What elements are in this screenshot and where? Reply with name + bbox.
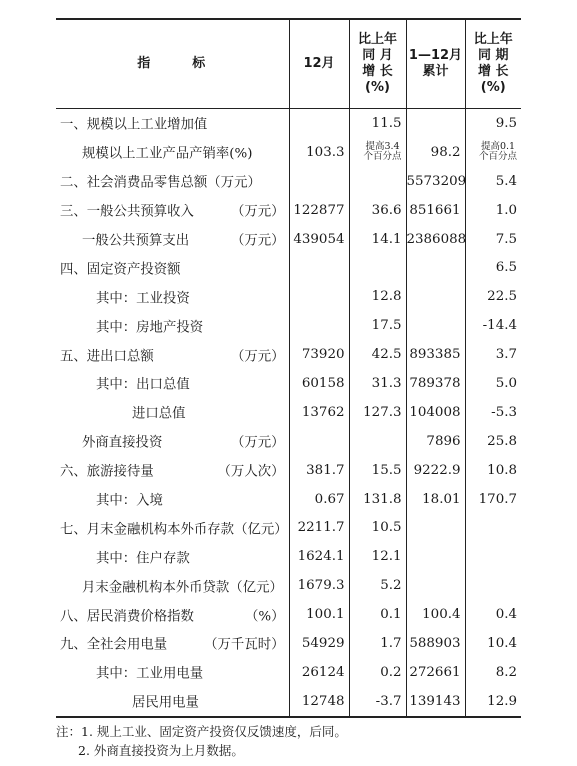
note-line: 个百分点: [478, 150, 517, 162]
table-row: [56, 398, 521, 427]
header-yoy-period: [465, 19, 521, 109]
cell-period-growth: 25.8: [465, 427, 521, 456]
cell-month-growth: 42.5: [349, 340, 406, 369]
row-label-cell: [56, 282, 289, 311]
cell-month-value: 381.7: [289, 456, 349, 485]
row-label-cell: [56, 253, 289, 282]
table-row: [56, 456, 521, 485]
row-label-cell: [56, 571, 289, 600]
row-label-cell: [56, 138, 289, 167]
cell-month-growth: [349, 427, 406, 456]
row-label-cell: [56, 196, 289, 225]
cell-month-value: 60158: [289, 369, 349, 398]
cell-cumulative-value: 5573209: [406, 167, 465, 196]
row-label: 其中：出口总值: [96, 377, 190, 393]
cell-month-value: 73920: [289, 340, 349, 369]
table-row: [56, 629, 521, 658]
row-label: 其中：入境: [96, 493, 163, 509]
row-unit: （万元）: [230, 349, 285, 365]
cell-period-growth: 10.4: [465, 629, 521, 658]
row-label: 月末金融机构本外币贷款（亿元）: [82, 580, 283, 596]
cell-cumulative-value: 98.2: [406, 138, 465, 167]
table-header-row: [56, 19, 521, 109]
cell-month-value: 54929: [289, 629, 349, 658]
row-label: 二、社会消费品零售总额（万元）: [60, 175, 261, 191]
statistics-table-container: [56, 18, 521, 718]
cell-month-growth: 15.5: [349, 456, 406, 485]
row-label-cell: [56, 311, 289, 340]
table-row: [56, 571, 521, 600]
cell-month-growth: 127.3: [349, 398, 406, 427]
cell-cumulative-value: 139143: [406, 687, 465, 717]
row-label-cell: [56, 658, 289, 687]
row-label: 其中：房地产投资: [96, 320, 204, 336]
row-label-cell: [56, 167, 289, 196]
cell-month-growth: 0.1: [349, 600, 406, 629]
table-row: [56, 282, 521, 311]
row-label: 其中：工业投资: [96, 291, 190, 307]
cell-month-growth: 10.5: [349, 513, 406, 542]
cell-month-value: 103.3: [289, 138, 349, 167]
table-row: [56, 196, 521, 225]
cell-cumulative-value: [406, 571, 465, 600]
statistics-table: [56, 18, 521, 718]
header-yoy-period-line: 比上年: [473, 32, 513, 47]
table-row: [56, 340, 521, 369]
cell-period-growth: 1.0: [465, 196, 521, 225]
cell-period-growth: 6.5: [465, 253, 521, 282]
cell-period-growth: 8.2: [465, 658, 521, 687]
cell-month-growth: 1.7: [349, 629, 406, 658]
note-line: 提高3.4: [365, 140, 400, 152]
row-label-cell: [56, 456, 289, 485]
row-label: 一般公共预算支出: [82, 233, 190, 249]
table-row: [56, 600, 521, 629]
cell-month-growth: 5.2: [349, 571, 406, 600]
table-row: [56, 542, 521, 571]
cell-period-growth: 3.7: [465, 340, 521, 369]
row-label: 进口总值: [132, 406, 186, 422]
cell-cumulative-value: 893385: [406, 340, 465, 369]
row-label: 一、规模以上工业增加值: [60, 117, 208, 133]
header-yoy-period-line: 增 长: [477, 64, 509, 79]
cell-month-value: 12748: [289, 687, 349, 717]
table-row: [56, 513, 521, 542]
header-yoy-month-line: 增 长: [362, 64, 393, 79]
row-label-cell: [56, 225, 289, 254]
cell-month-growth: [349, 138, 406, 167]
row-unit: （万人次）: [217, 464, 285, 480]
cell-month-value: [289, 109, 349, 138]
row-label: 外商直接投资: [82, 435, 163, 451]
table-row: [56, 427, 521, 456]
cell-cumulative-value: 789378: [406, 369, 465, 398]
row-label: 规模以上工业产品产销率(%): [82, 146, 253, 162]
cell-month-growth: -3.7: [349, 687, 406, 717]
row-unit: （万千瓦时）: [204, 637, 285, 653]
row-label-cell: [56, 513, 289, 542]
row-label: 八、居民消费价格指数: [60, 609, 194, 625]
footnote-2: 2. 外商直接投资为上月数据。: [78, 743, 244, 758]
cell-month-value: 2211.7: [289, 513, 349, 542]
table-row: [56, 485, 521, 514]
table-row: [56, 369, 521, 398]
row-label: 七、月末金融机构本外币存款（亿元）: [60, 522, 288, 538]
cell-period-growth: 5.0: [465, 369, 521, 398]
footnotes: [56, 722, 347, 760]
row-label-cell: [56, 600, 289, 629]
cell-period-growth: [465, 138, 521, 167]
table-row: [56, 225, 521, 254]
cell-cumulative-value: 272661: [406, 658, 465, 687]
table-row: [56, 109, 521, 138]
cell-cumulative-value: 588903: [406, 629, 465, 658]
cell-month-value: 439054: [289, 225, 349, 254]
table-body: [56, 109, 521, 717]
note-line: 提高0.1: [480, 140, 516, 152]
row-label-cell: [56, 485, 289, 514]
cell-period-growth: 0.4: [465, 600, 521, 629]
header-indicator: [56, 19, 289, 109]
cell-month-value: [289, 253, 349, 282]
row-label: 四、固定资产投资额: [60, 262, 181, 278]
cell-cumulative-value: 851661: [406, 196, 465, 225]
cell-cumulative-value: 7896: [406, 427, 465, 456]
cell-period-growth: [465, 542, 521, 571]
cell-month-growth: 11.5: [349, 109, 406, 138]
cell-period-growth: -14.4: [465, 311, 521, 340]
row-label: 三、一般公共预算收入: [60, 204, 194, 220]
header-indicator-char1: 指: [137, 56, 153, 71]
cell-month-value: 0.67: [289, 485, 349, 514]
header-yoy-month: [349, 19, 406, 109]
cell-month-value: 100.1: [289, 600, 349, 629]
row-label: 居民用电量: [132, 695, 199, 711]
cell-cumulative-value: 2386088: [406, 225, 465, 254]
note-line: 个百分点: [363, 150, 402, 162]
cell-month-value: [289, 427, 349, 456]
cell-month-value: [289, 311, 349, 340]
cell-month-value: 1679.3: [289, 571, 349, 600]
cell-cumulative-value: [406, 253, 465, 282]
row-label-cell: [56, 542, 289, 571]
cell-month-growth: 36.6: [349, 196, 406, 225]
row-label-cell: [56, 629, 289, 658]
row-label-cell: [56, 427, 289, 456]
header-yoy-period-line: 同 期: [477, 48, 509, 63]
row-label: 五、进出口总额: [60, 349, 154, 365]
cell-month-growth: [349, 167, 406, 196]
footnote-1: 注：1. 规上工业、固定资产投资仅反馈速度，后同。: [56, 724, 347, 739]
cell-month-growth: 12.8: [349, 282, 406, 311]
cell-cumulative-value: 104008: [406, 398, 465, 427]
table-row: [56, 311, 521, 340]
cell-month-value: [289, 167, 349, 196]
row-label-cell: [56, 687, 289, 717]
cell-period-growth: 170.7: [465, 485, 521, 514]
cell-cumulative-value: 100.4: [406, 600, 465, 629]
cell-month-growth: 31.3: [349, 369, 406, 398]
cell-cumulative-value: 9222.9: [406, 456, 465, 485]
header-month: 12月: [289, 19, 349, 109]
header-cumulative-line: 1—12月: [408, 48, 463, 63]
table-row: [56, 253, 521, 282]
cell-period-growth: -5.3: [465, 398, 521, 427]
table-row: [56, 138, 521, 167]
cell-month-value: 26124: [289, 658, 349, 687]
cell-month-value: 1624.1: [289, 542, 349, 571]
cell-period-growth: [465, 571, 521, 600]
row-label: 其中：工业用电量: [96, 666, 204, 682]
cell-month-growth: 14.1: [349, 225, 406, 254]
header-cumulative-line: 累计: [422, 64, 449, 79]
cell-cumulative-value: [406, 282, 465, 311]
cell-month-value: [289, 282, 349, 311]
cell-month-growth: 17.5: [349, 311, 406, 340]
cell-cumulative-value: 18.01: [406, 485, 465, 514]
row-label-cell: [56, 109, 289, 138]
cell-cumulative-value: [406, 311, 465, 340]
cell-cumulative-value: [406, 513, 465, 542]
cell-month-growth: 131.8: [349, 485, 406, 514]
header-indicator-char2: 标: [192, 56, 208, 71]
cell-period-growth: 22.5: [465, 282, 521, 311]
cell-period-growth: [465, 513, 521, 542]
cell-month-growth: 12.1: [349, 542, 406, 571]
table-row: [56, 658, 521, 687]
table-row: [56, 167, 521, 196]
row-unit: （万元）: [230, 435, 285, 451]
header-cumulative: [406, 19, 465, 109]
table-row: [56, 687, 521, 717]
row-unit: （万元）: [230, 204, 285, 220]
row-label: 其中：住户存款: [96, 551, 190, 567]
cell-period-growth: 7.5: [465, 225, 521, 254]
row-label: 九、全社会用电量: [60, 637, 168, 653]
cell-cumulative-value: [406, 542, 465, 571]
cell-month-growth: 0.2: [349, 658, 406, 687]
header-yoy-month-line: (%): [365, 80, 390, 95]
cell-period-growth: 12.9: [465, 687, 521, 717]
row-label-cell: [56, 398, 289, 427]
cell-cumulative-value: [406, 109, 465, 138]
row-label: 六、旅游接待量: [60, 464, 154, 480]
cell-period-growth: 10.8: [465, 456, 521, 485]
cell-month-growth: [349, 253, 406, 282]
row-unit: （%）: [244, 609, 285, 625]
row-label-cell: [56, 369, 289, 398]
cell-period-growth: 5.4: [465, 167, 521, 196]
header-yoy-period-line: (%): [480, 80, 506, 95]
row-label-cell: [56, 340, 289, 369]
cell-month-value: 13762: [289, 398, 349, 427]
row-unit: （万元）: [230, 233, 285, 249]
cell-period-growth: 9.5: [465, 109, 521, 138]
header-yoy-month-line: 比上年: [357, 32, 397, 47]
cell-month-value: 122877: [289, 196, 349, 225]
header-yoy-month-line: 同 月: [362, 48, 393, 63]
